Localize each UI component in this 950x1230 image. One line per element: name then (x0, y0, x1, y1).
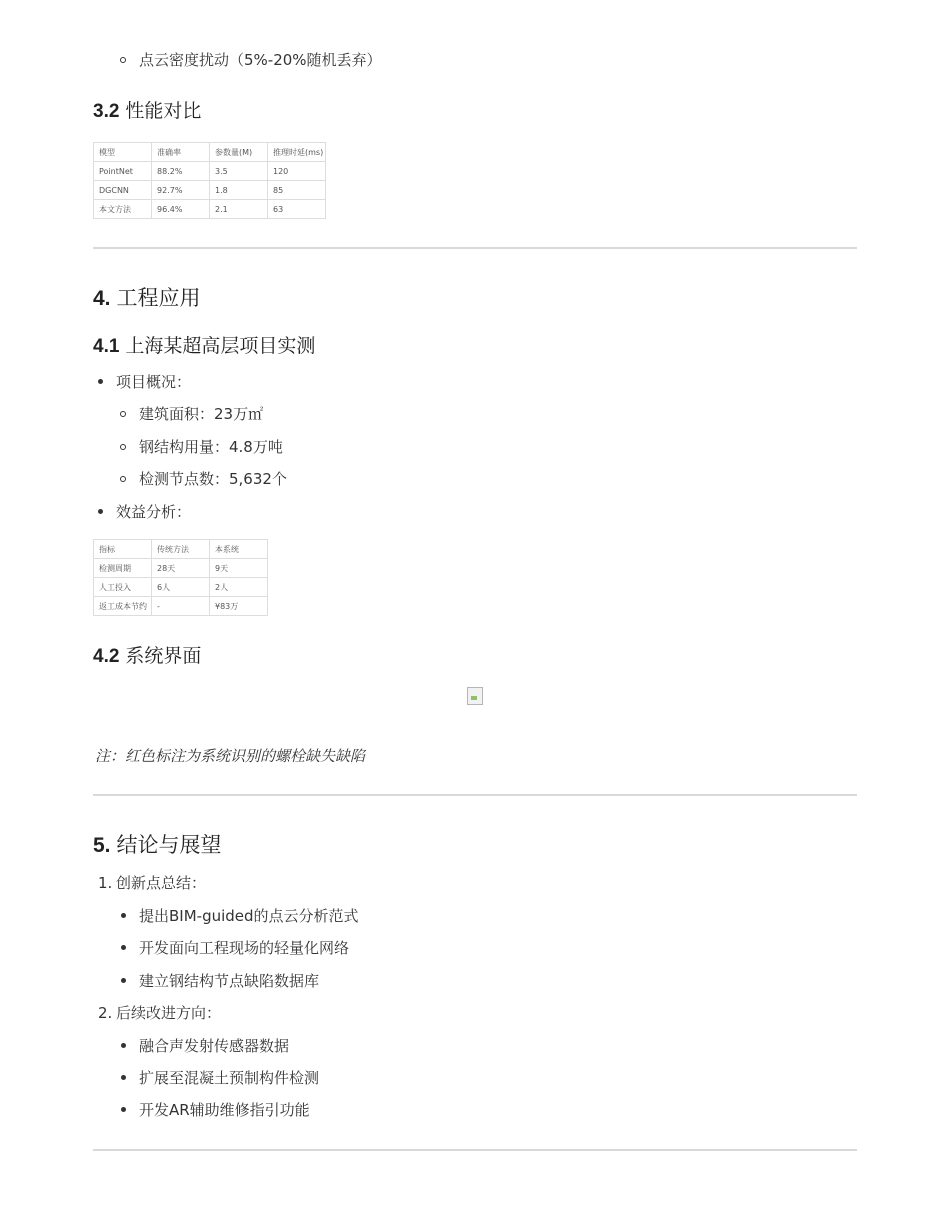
section-title: 系统界面 (125, 645, 202, 667)
table-cell: 88.2% (152, 162, 210, 181)
list-item (121, 1036, 289, 1056)
list-item (121, 971, 319, 991)
table-row (94, 559, 268, 578)
table-header-cell: 传统方法 (152, 540, 210, 559)
table-cell: 63 (268, 200, 326, 219)
disc-bullet-icon (121, 1043, 126, 1048)
disc-bullet-icon (121, 978, 126, 983)
list-item (121, 404, 263, 424)
list-item-text: 扩展至混凝土预制构件检测 (139, 1069, 320, 1087)
list-item-text: 效益分析： (116, 503, 192, 521)
list-item (121, 1068, 319, 1088)
table-header-row (94, 143, 326, 162)
divider (93, 247, 857, 249)
table-cell: 返工成本节约 (94, 597, 152, 616)
section-number: 5. (93, 834, 111, 857)
list-item (121, 906, 359, 926)
list-item-text: 钢结构用量：4.8万吨 (139, 438, 283, 456)
list-item (121, 469, 287, 489)
table-header-cell: 模型 (94, 143, 152, 162)
table-cell: 人工投入 (94, 578, 152, 597)
divider (93, 1149, 857, 1151)
table-cell: PointNet (94, 162, 152, 181)
table-cell: ¥83万 (210, 597, 268, 616)
list-number: 2. (98, 1004, 113, 1022)
list-item-text: 提出BIM-guided的点云分析范式 (139, 907, 359, 925)
section-heading-4 (93, 282, 201, 312)
list-item-text: 检测节点数：5,632个 (139, 470, 287, 488)
section-title: 结论与展望 (116, 833, 222, 857)
section-number: 4.1 (93, 336, 120, 357)
section-title: 上海某超高层项目实测 (125, 335, 316, 357)
list-item (121, 50, 382, 70)
table-header-cell: 推理时延(ms) (268, 143, 326, 162)
table-cell: 6人 (152, 578, 210, 597)
performance-table (93, 142, 326, 219)
section-heading-3-2 (93, 96, 201, 123)
disc-bullet-icon (121, 1107, 126, 1112)
table-cell: 2.1 (210, 200, 268, 219)
table-header-cell: 准确率 (152, 143, 210, 162)
circle-bullet-icon (120, 57, 126, 63)
list-item-text: 开发AR辅助维修指引功能 (139, 1101, 310, 1119)
table-cell: 92.7% (152, 181, 210, 200)
table-cell: 85 (268, 181, 326, 200)
section-number: 4. (93, 287, 111, 310)
list-number: 1. (98, 874, 113, 892)
table-cell: 检测周期 (94, 559, 152, 578)
table-cell: 120 (268, 162, 326, 181)
table-cell: 本文方法 (94, 200, 152, 219)
section-number: 3.2 (93, 101, 120, 122)
disc-bullet-icon (98, 379, 103, 384)
section-heading-4-1 (93, 331, 315, 358)
table-cell: DGCNN (94, 181, 152, 200)
table-header-cell: 参数量(M) (210, 143, 268, 162)
list-item-overview (98, 372, 191, 392)
table-row (94, 597, 268, 616)
disc-bullet-icon (121, 945, 126, 950)
ordered-list-item (98, 873, 206, 893)
list-item-text: 建筑面积：23万㎡ (139, 405, 264, 423)
table-row (94, 578, 268, 597)
circle-bullet-icon (120, 411, 126, 417)
ordered-list-item (98, 1003, 221, 1023)
circle-bullet-icon (120, 444, 126, 450)
figure-note: 注：红色标注为系统识别的螺栓缺失缺陷 (95, 747, 366, 765)
table-cell: 96.4% (152, 200, 210, 219)
table-cell: 9天 (210, 559, 268, 578)
list-item (121, 938, 349, 958)
table-header-row (94, 540, 268, 559)
table-header-cell: 指标 (94, 540, 152, 559)
table-cell: - (152, 597, 210, 616)
disc-bullet-icon (121, 1075, 126, 1080)
list-item (121, 437, 283, 457)
list-item-benefit (98, 502, 191, 522)
circle-bullet-icon (120, 476, 126, 482)
section-heading-4-2 (93, 641, 201, 668)
table-row (94, 200, 326, 219)
disc-bullet-icon (121, 913, 126, 918)
list-item-text: 建立钢结构节点缺陷数据库 (139, 972, 320, 990)
table-cell: 1.8 (210, 181, 268, 200)
section-title: 性能对比 (125, 100, 202, 122)
list-item (121, 1100, 310, 1120)
list-item-text: 开发面向工程现场的轻量化网络 (139, 939, 350, 957)
broken-image-icon (467, 687, 483, 705)
table-row (94, 181, 326, 200)
list-item-text: 创新点总结： (116, 874, 207, 892)
section-title: 工程应用 (116, 286, 201, 310)
table-header-cell: 本系统 (210, 540, 268, 559)
list-item-text: 项目概况： (116, 373, 192, 391)
table-cell: 2人 (210, 578, 268, 597)
disc-bullet-icon (98, 509, 103, 514)
table-row (94, 162, 326, 181)
list-item-text: 融合声发射传感器数据 (139, 1037, 290, 1055)
table-cell: 28天 (152, 559, 210, 578)
section-number: 4.2 (93, 646, 120, 667)
list-item-text: 后续改进方向： (116, 1004, 222, 1022)
divider (93, 794, 857, 796)
table-cell: 3.5 (210, 162, 268, 181)
list-item-text: 点云密度扰动（5%-20%随机丢弃） (139, 51, 382, 69)
section-heading-5 (93, 829, 222, 859)
benefit-table (93, 539, 268, 616)
